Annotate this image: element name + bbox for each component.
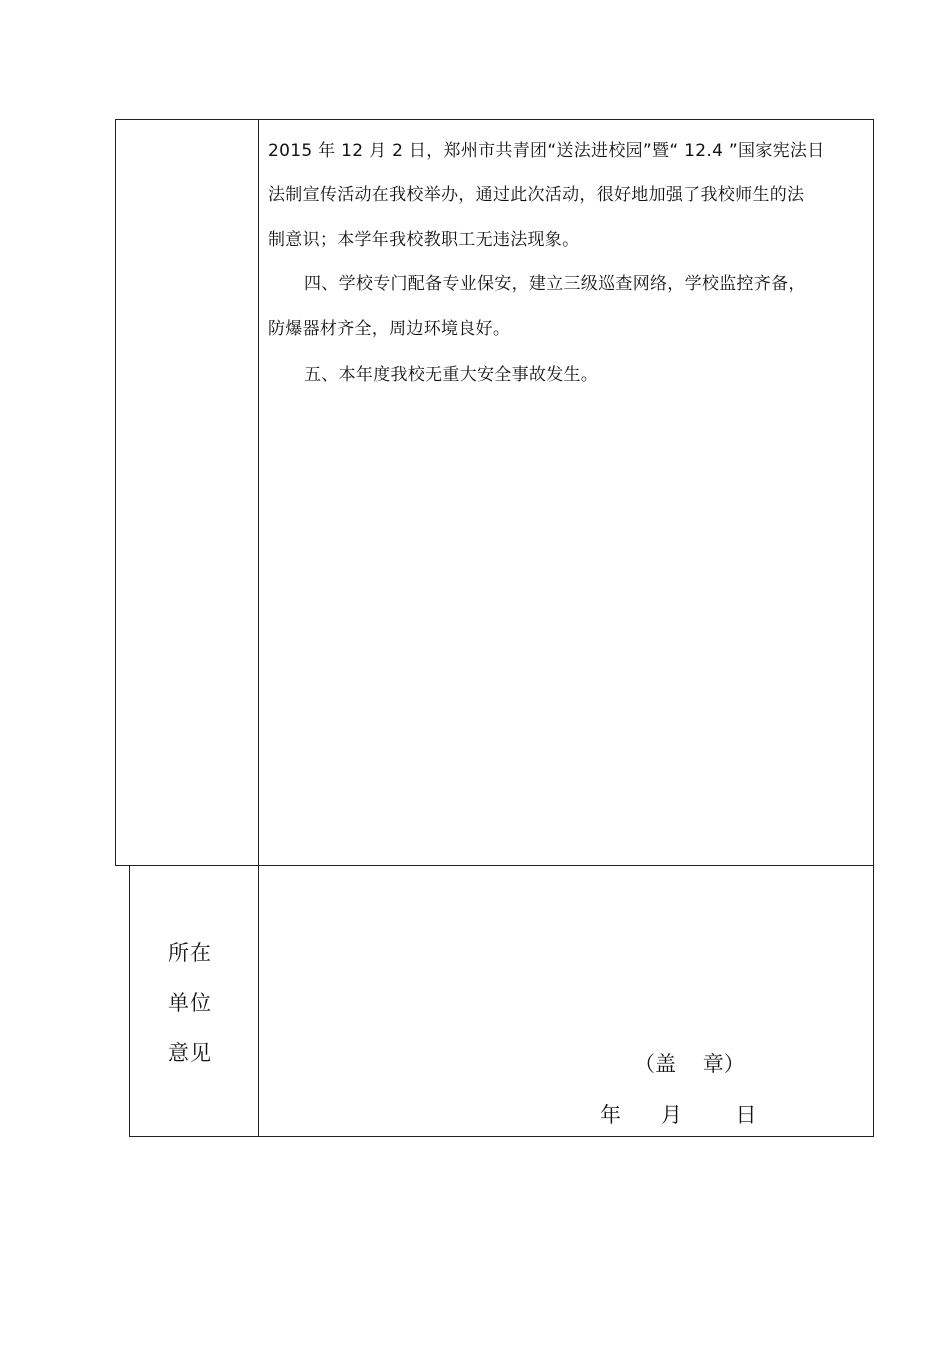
seal-placeholder: （盖 章） [634,1052,745,1076]
opinion-label-line-2: 单位 [168,991,212,1015]
opinion-label-line-1: 所在 [168,941,212,965]
report-line-6: 五、本年度我校无重大安全事故发生。 [304,365,599,385]
report-line-4: 四、学校专门配备专业保安，建立三级巡查网络，学校监控齐备， [304,274,806,294]
report-line-3: 制意识；本学年我校教职工无违法现象。 [268,230,580,250]
lower-box-left-border [129,865,130,1137]
column-divider [258,119,259,1137]
upper-box-left-border [115,119,116,865]
date-placeholder: 年 月 日 [600,1103,757,1127]
report-line-1: 2015 年 12 月 2 日，郑州市共青团“送法进校园”暨“ 12.4 ”国家宪法日 [268,141,825,161]
middle-horizontal-border [115,865,874,866]
report-line-2: 法制宣传活动在我校举办，通过此次活动，很好地加强了我校师生的法 [268,185,805,205]
opinion-label-line-3: 意见 [168,1041,212,1065]
right-border [873,119,874,1137]
upper-box-top-border [115,119,874,120]
report-line-5: 防爆器材齐全，周边环境良好。 [268,319,511,339]
lower-box-bottom-border [129,1136,874,1137]
